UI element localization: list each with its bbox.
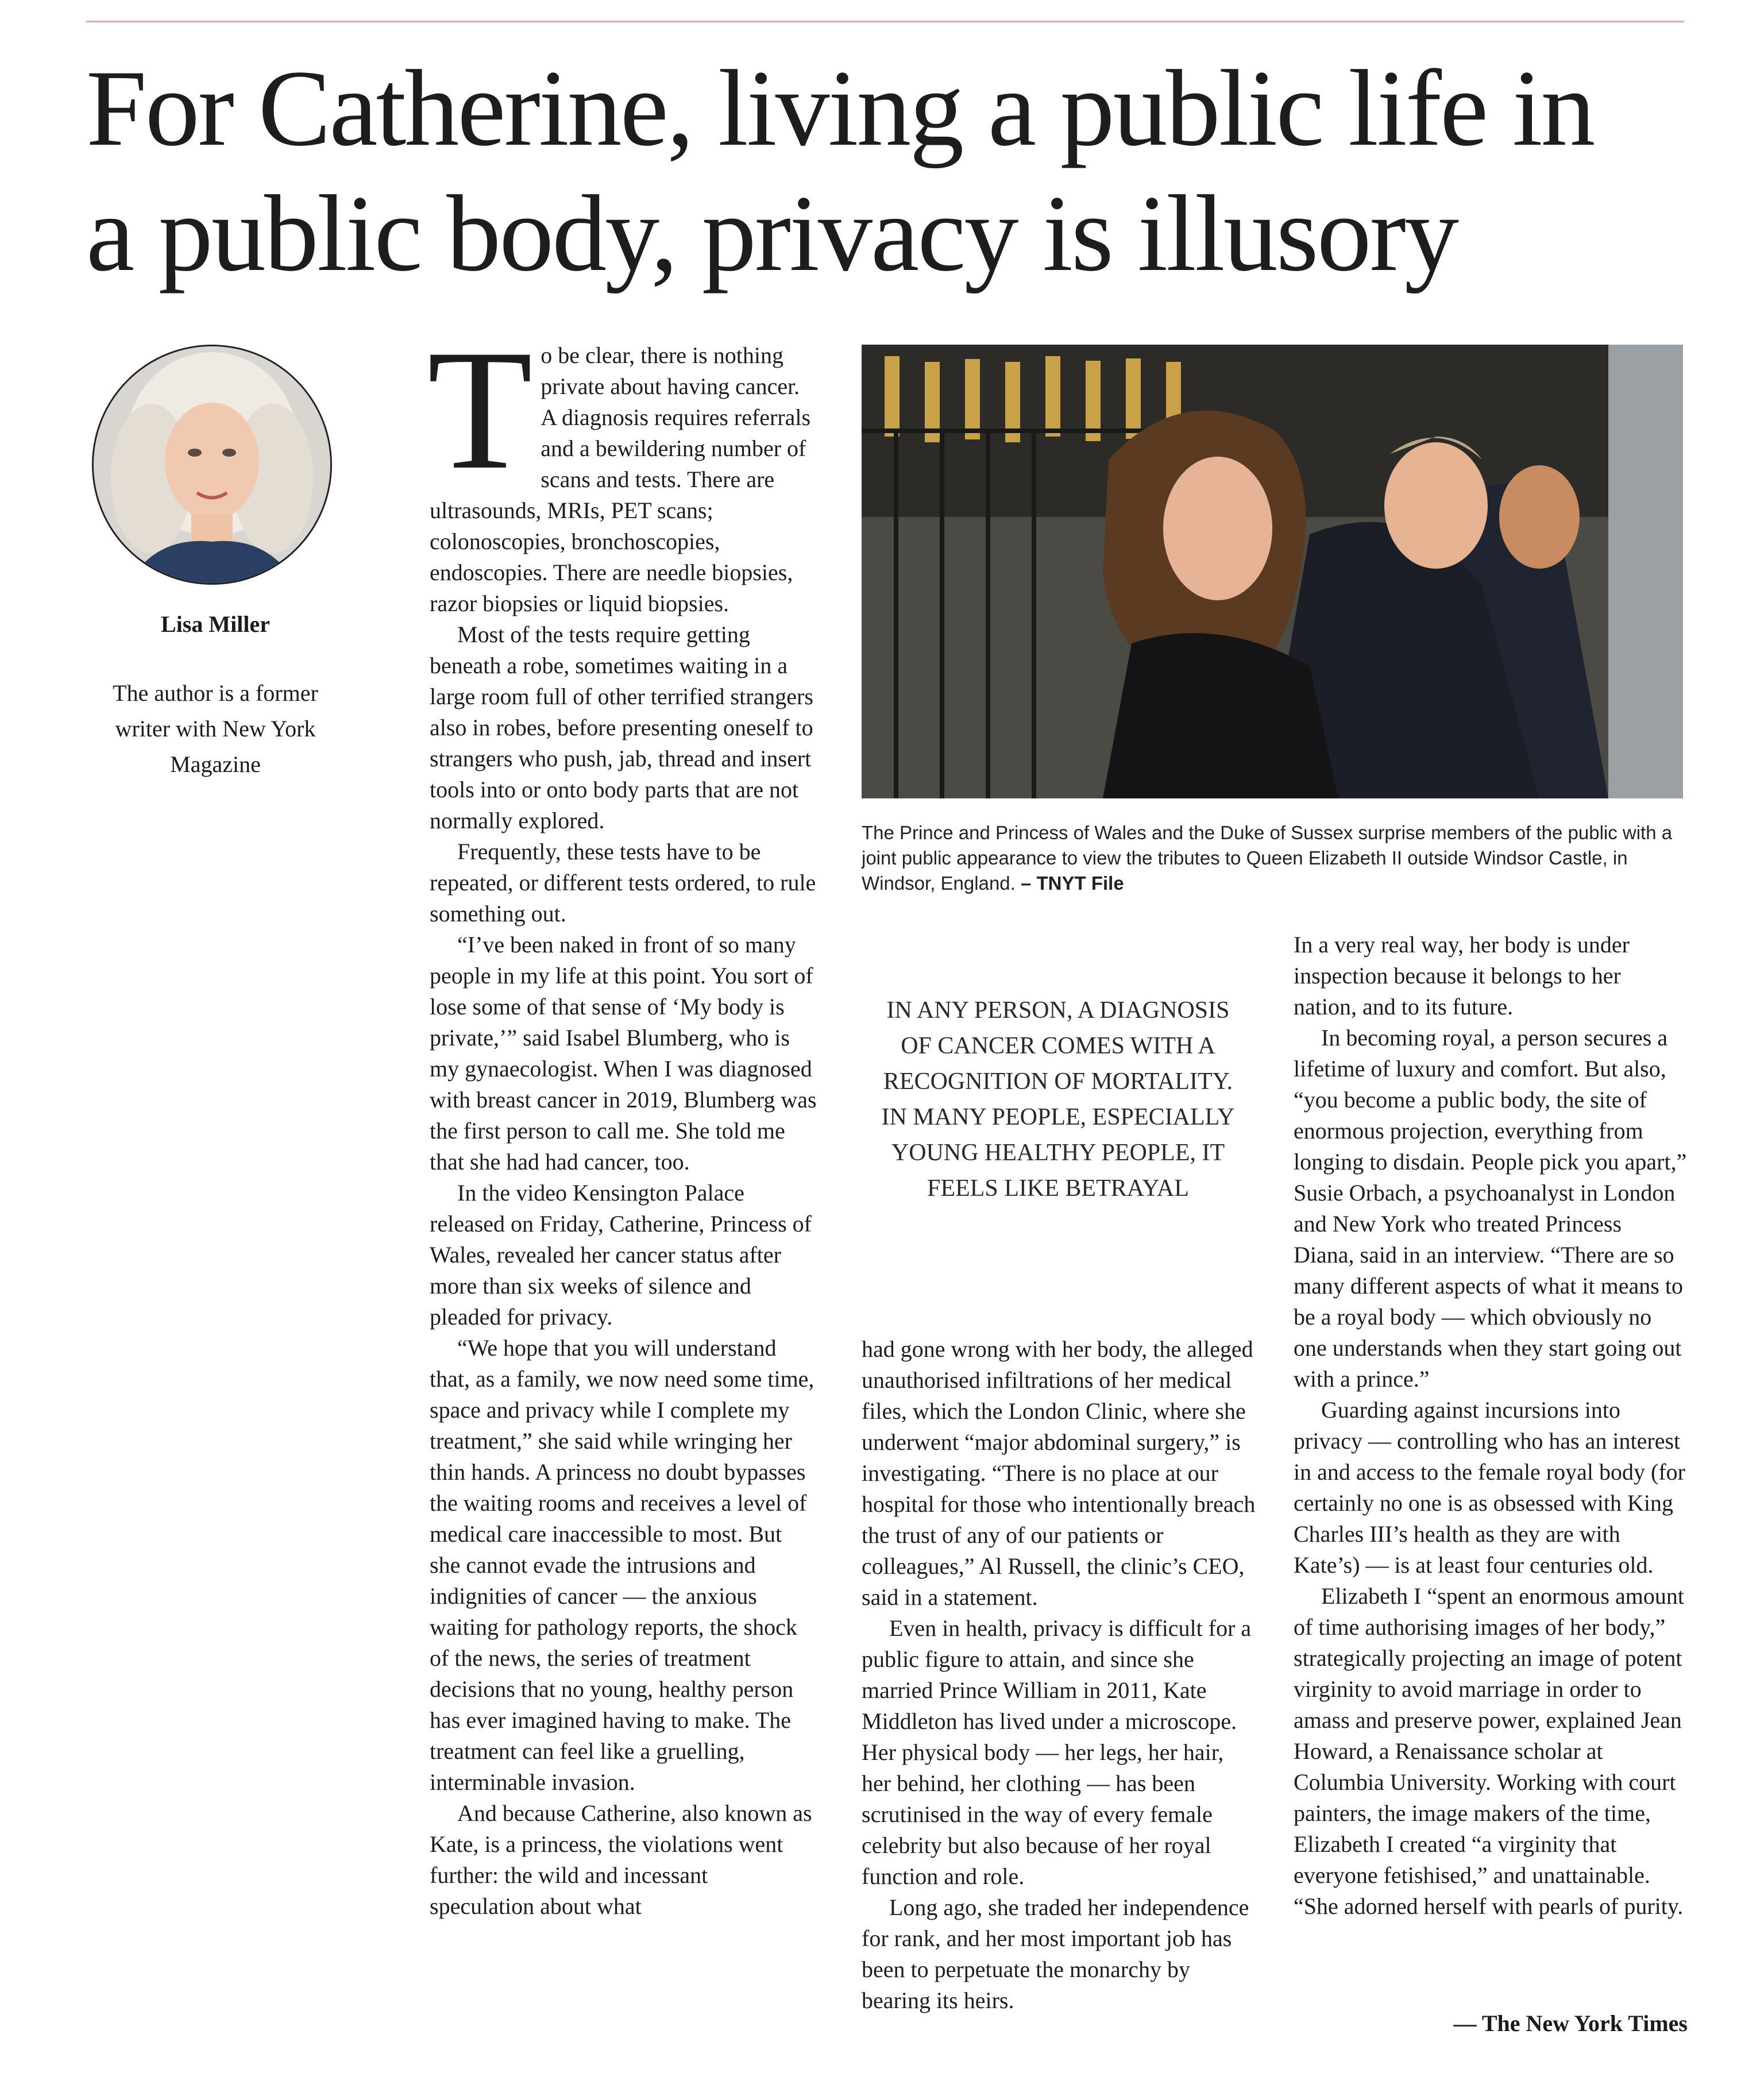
article-paragraph: To be clear, there is nothing private about having cancer. A diagnosis requires referrals and a bewildering number of scans and tests. There are ultrasounds, MRIs, PET scans; colonoscopies, bronchoscopies, endoscopies. There are needle biopsies, razor biopsies or liquid biopsies.: [427, 314, 811, 616]
article-paragraph: Guarding against incursions into privacy — controlling who has an interest in and access to the female royal body (for certainly no one is as obsessed with King Charles III’s health as they are with Kate’s) — is at least four centuries old.: [1294, 1397, 1685, 1578]
article-paragraph: Long ago, she traded her independence for rank, and her most important job has been to perpetuate the monarchy by bearing its heirs.: [862, 1894, 1249, 2013]
article-paragraph: And because Catherine, also known as Kate, is a princess, the violations went further: the wild and incessant speculation about what: [430, 1800, 812, 1919]
author-name: Lisa Miller: [161, 611, 270, 637]
article-column-1: [427, 314, 818, 1922]
article-paragraph: Most of the tests require getting beneath a robe, sometimes waiting in a large room full of other terrified strangers also in robes, before presenting oneself to strangers who push, jab, thread and insert tools into or onto body parts that are not normally explored.: [430, 621, 813, 833]
article-paragraph: Even in health, privacy is difficult for a public figure to attain, and since she married Prince William in 2011, Kate Middleton has lived under a microscope. Her physical body — her legs, her hair, her behind, her clothing — has been scrutinised in the way of every female celebrity but also because of her royal function and role.: [862, 1615, 1252, 1889]
header-rule: [86, 21, 1684, 22]
article-paragraph: Elizabeth I “spent an enormous amount of time authorising images of her body,” strategically projecting an image of potent virginity to avoid marriage in order to amass and preserve power, explained Jean Howard, a Renaissance scholar at Columbia University. Working with court painters, the image makers of the time, Elizabeth I created “a virginity that everyone fetishised,” and unattainable. “She adorned herself with pearls of purity.: [1294, 1583, 1685, 1919]
article-column-3: [1294, 929, 1688, 1922]
article-paragraph: In a very real way, her body is under inspection because it belongs to her nation, and to its future.: [1294, 932, 1630, 1020]
author-photo: [92, 345, 332, 585]
article-photo: [862, 345, 1683, 798]
article-paragraph: “We hope that you will understand that, as a family, we now need some time, space and privacy while I complete my treatment,” she said while wringing her thin hands. A princess no doubt bypasses the waiting rooms and receives a level of medical care inaccessible to most. But she cannot evade the intrusions and indignities of cancer — the anxious waiting for pathology reports, the shock of the news, the series of treatment decisions that no young, healthy person has ever imagined having to make. The treatment can feel like a gruelling, interminable invasion.: [430, 1335, 814, 1795]
article-paragraph: In the video Kensington Palace released on Friday, Catherine, Princess of Wales, revealed her cancer status after more than six weeks of silence and pleaded for privacy.: [430, 1180, 812, 1330]
article-paragraph: had gone wrong with her body, the alleged unauthorised infiltrations of her medical files, which the London Clinic, where she underwent “major abdominal surgery,” is investigating. “There is no place at our hospital for those who intentionally breach the trust of any of our patients or colleagues,” Al Russell, the clinic’s CEO, said in a statement.: [862, 1336, 1256, 1610]
article-paragraph: “I’ve been naked in front of so many people in my life at this point. You sort of lose some of that sense of ‘My body is private,’” said Isabel Blumberg, who is my gynaecologist. When I was diagnosed with breast cancer in 2019, Blumberg was the first person to call me. She told me that she had had cancer, too.: [430, 932, 817, 1175]
article-paragraph: Frequently, these tests have to be repeated, or different tests ordered, to rule something out.: [430, 839, 816, 927]
article-paragraph: In becoming royal, a person secures a lifetime of luxury and comfort. But also, “you become a public body, the site of enormous projection, everything from longing to disdain. People pick you apart,” Susie Orbach, a psychoanalyst in London and New York who treated Princess Diana, said in an interview. “There are so many different aspects of what it means to be a royal body — which obviously no one understands when they start going out with a prince.”: [1294, 1025, 1687, 1392]
headline: For Catherine, living a public life in a public body, privacy is illusory: [86, 48, 1594, 294]
drop-cap: T: [427, 314, 533, 505]
author-bio: The author is a former writer with New York Magazine: [113, 680, 318, 777]
photo-credit: – TNYT File: [1021, 873, 1124, 894]
pull-quote: IN ANY PERSON, A DIAGNOSIS OF CANCER COMES WITH A RECOGNITION OF MORTALITY. IN MANY PEOPLE, ESPECIALLY YOUNG HEALTHY PEOPLE, IT FEELS LIKE BETRAYAL: [881, 997, 1235, 1202]
photo-caption: The Prince and Princess of Wales and the Duke of Sussex surprise members of the public with a joint public appearance to view the tributes to Queen Elizabeth II outside Windsor Castle, in Windsor, England. – TNYT File: [862, 822, 1673, 894]
article-column-2: [862, 1334, 1258, 2016]
article-credit: — The New York Times: [1453, 2010, 1688, 2036]
